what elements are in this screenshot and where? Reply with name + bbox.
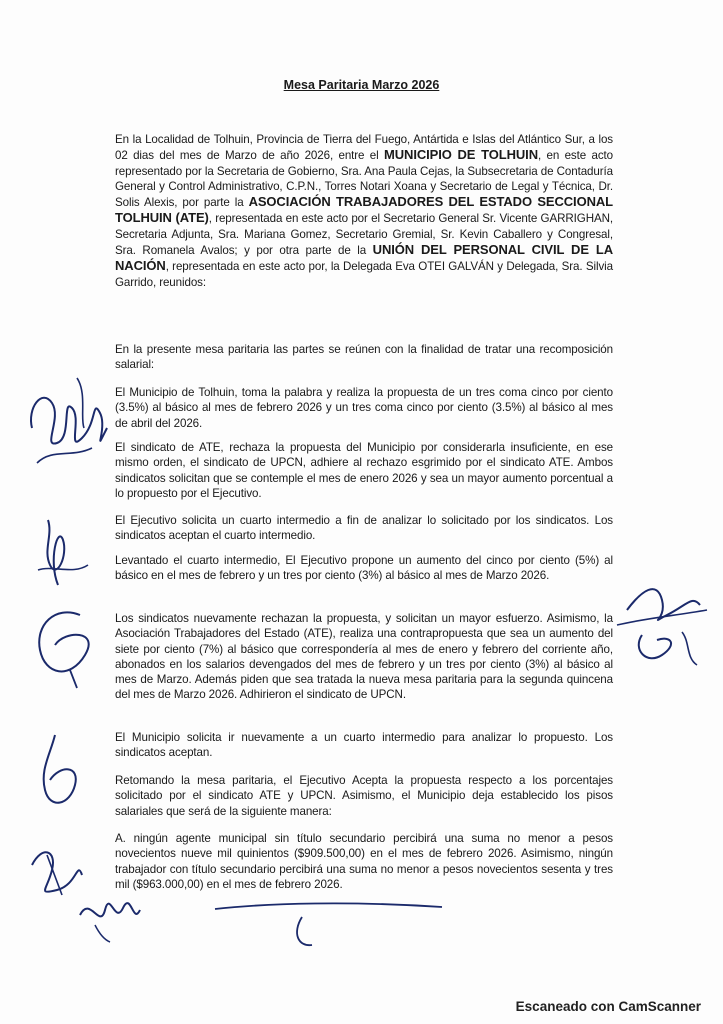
paragraph-purpose: En la presente mesa paritaria las partes se reúnen con la finalidad de tratar una recomposición salarial: (115, 343, 613, 372)
ate-name: ASOCIACIÓN TRABAJADORES DEL ESTADO SECCIONAL TOLHUIN (ATE) (115, 194, 613, 226)
upcn-name: UNIÓN DEL PERSONAL CIVIL DE LA NACIÓN (115, 242, 613, 274)
paragraph-agreement: Retomando la mesa paritaria, el Ejecutivo Acepta la propuesta respecto a los porcentajes solicitado por el sindicato ATE y UPCN. Asimismo, el Municipio deja establecido los pisos salariales que será de la siguiente manera: (115, 774, 613, 818)
scanner-watermark: Escaneado con CamScanner (515, 999, 701, 1014)
municipio-name: MUNICIPIO DE TOLHUIN (384, 147, 538, 163)
paragraph-recess-2: El Municipio solicita ir nuevamente a un cuarto intermedio para analizar lo propuesto. Los sindicatos aceptan. (115, 731, 613, 760)
paragraph-salary-floors: A. ningún agente municipal sin título secundario percibirá una suma no menor a pesos novecientos nueve mil quinientos ($909.500,00) en el mes de febrero 2026. Asimismo, ningún trabajador con título secundario percibirá una suma no menor a pesos novecientos sesenta y tres mil ($963.000,00) en el mes de febrero 2026. (115, 832, 613, 891)
signature-bottom-line (210, 895, 450, 955)
signature-bottom-left (75, 890, 145, 945)
signature-left-3 (25, 600, 100, 690)
parties-text-e: , representada en este acto por el Secretario General Sr. Vicente GARRIGHAN, Secretaria Adjunta, Sra. Mariana Gomez, Secretario Gremial, Sr. Kevin Caballero y Congresal, Sra. Romanela Avalos; y por otra parte de la (115, 212, 613, 258)
paragraph-second-proposal: Levantado el cuarto intermedio, El Ejecutivo propone un aumento del cinco por ciento (5%) al básico en el mes de febrero y un tres por ciento (3%) al básico al mes de Marzo 2026. (115, 554, 613, 583)
paragraph-parties (115, 132, 613, 290)
paragraph-municipio-proposal: El Municipio de Tolhuin, toma la palabra y realiza la propuesta de un tres coma cinco por ciento (3.5%) al básico al mes de febrero 2026 y un tres coma cinco por ciento (3.5%) al básico al mes de abril del 2026. (115, 386, 613, 430)
signature-left-2 (28, 515, 98, 595)
paragraph-counterproposal: Los sindicatos nuevamente rechazan la propuesta, y solicitan un mayor esfuerzo. Asimismo, la Asociación Trabajadores del Estado (ATE), realiza una contrapropuesta que sea un aumento del siete por ciento (7%) al básico que correspondería al mes de enero y febrero del corriente año, abonados en los salarios devengados del mes de febrero y un tres por ciento (3%) al básico al mes de Marzo. Además piden que sea tratada la nueva mesa paritaria para la segunda quincena del mes de Marzo 2026. Adhirieron el sindicato de UPCN. (115, 612, 613, 702)
signature-left-1 (22, 368, 112, 478)
parties-text-g: , representada en este acto por, la Delegada Eva OTEI GALVÁN y Delegada, Sra. Silvia Garrido, reunidos: (115, 260, 613, 289)
paragraph-recess-1: El Ejecutivo solicita un cuarto intermedio a fin de analizar lo solicitado por los sindicatos. Los sindicatos aceptan el cuarto intermedio. (115, 514, 613, 543)
signature-left-4 (30, 730, 90, 810)
paragraph-unions-reject: El sindicato de ATE, rechaza la propuesta del Municipio por considerarla insuficiente, en ese mismo orden, el sindicato de UPCN, adhiere al rechazo esgrimido por el sindicato ATE. Ambos sindicatos solicitan que se contemple el mes de enero 2026 y sea un mayor aumento porcentual a lo propuesto por el Ejecutivo. (115, 441, 613, 500)
signature-right (612, 570, 712, 680)
document-title: Mesa Paritaria Marzo 2026 (283, 78, 440, 92)
parties-text-a: En la Localidad de Tolhuin, Provincia de Tierra del Fuego, Antártida e Islas del Atlántico Sur, a los 02 dias del mes de Marzo de año 2026, entre el (115, 133, 613, 163)
parties-text-c: , en este acto representado por la Secretaria de Gobierno, Sra. Ana Paula Cejas, la Subsecretaria de Contaduría General y Control Administrativo, C.P.N., Torres Notari Xoana y Secretario de Legal y Técnica, Dr. Solis Alexis, por parte la (115, 149, 613, 210)
